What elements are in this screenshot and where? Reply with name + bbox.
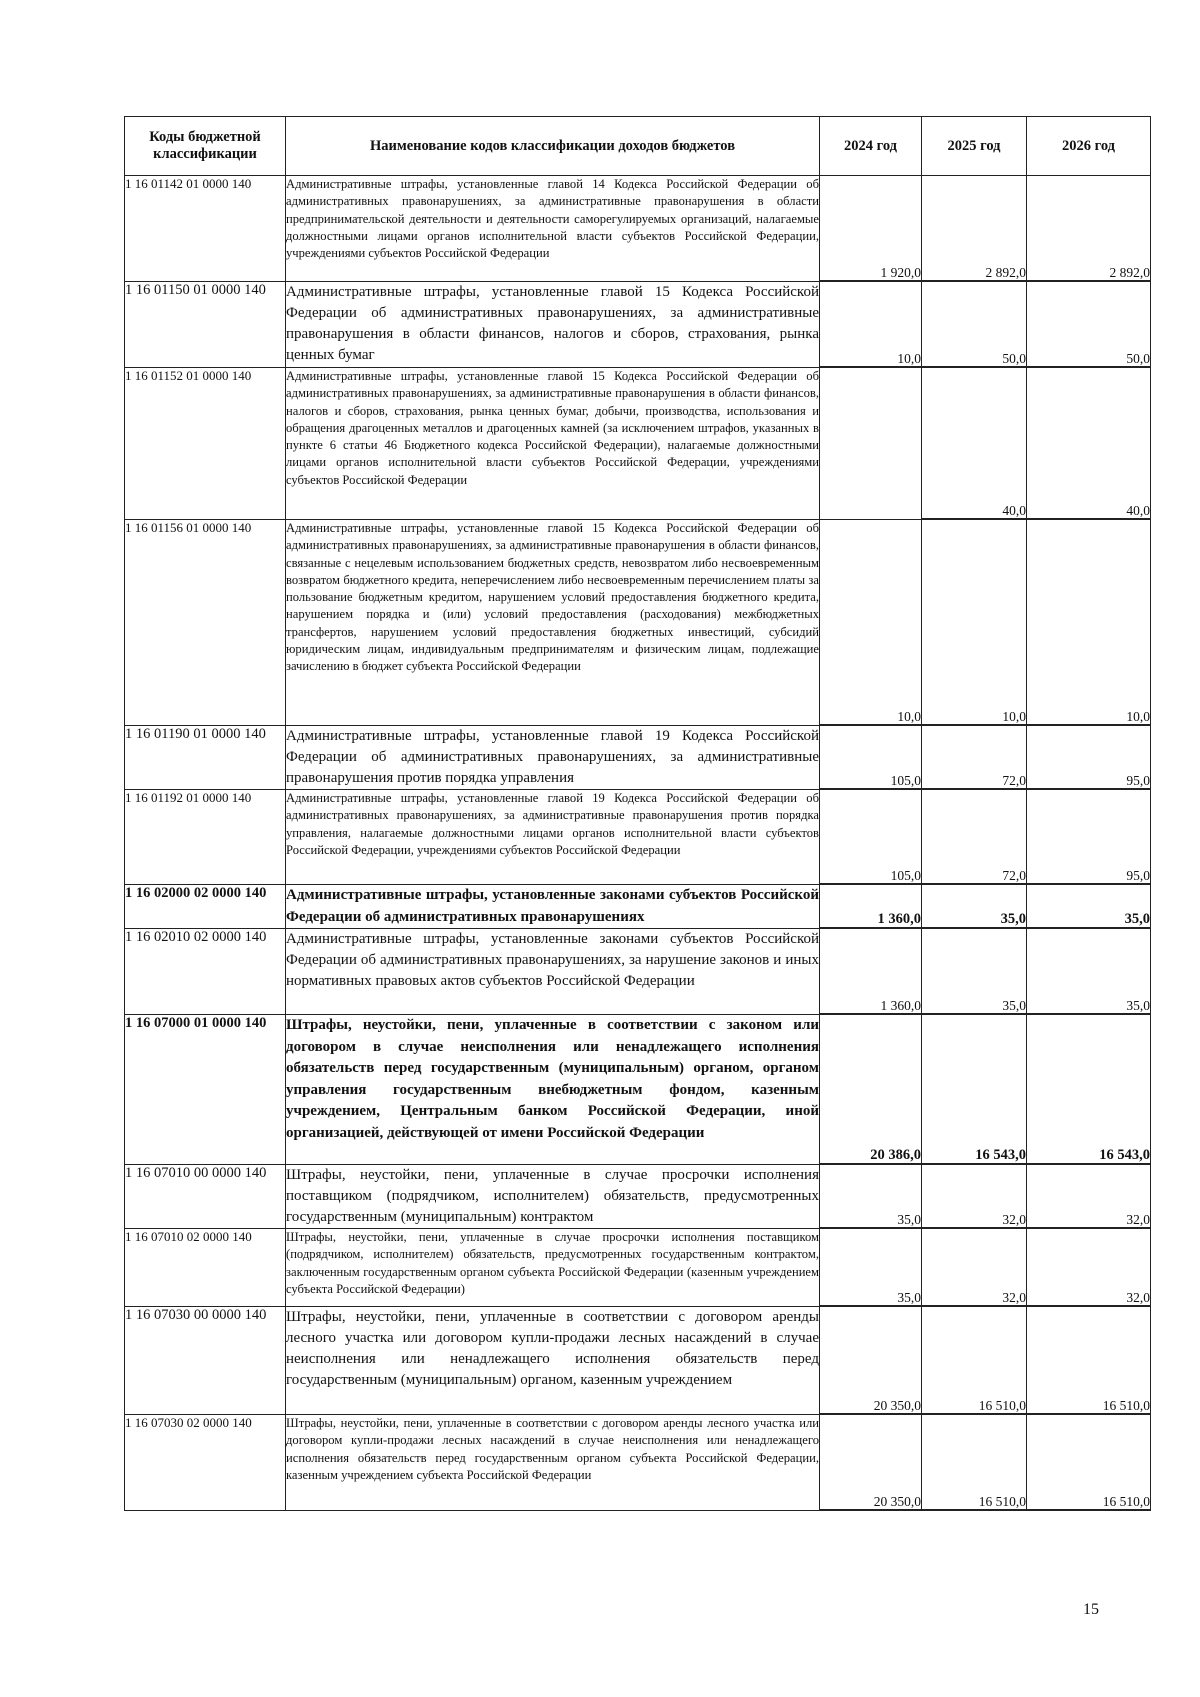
value-2024: 105,0 [820, 868, 921, 884]
row-name: Административные штрафы, установленные главой 19 Кодекса Российской Федерации об административных правонарушениях, за административные правонарушения против порядка управления [286, 726, 820, 790]
value-2026: 2 892,0 [1027, 265, 1150, 281]
value-2026: 35,0 [1027, 998, 1150, 1014]
value-2025: 2 892,0 [922, 265, 1026, 281]
value-2026: 95,0 [1027, 868, 1150, 884]
row-name: Административные штрафы, установленные главой 19 Кодекса Российской Федерации об административных правонарушениях, за административные правонарушения против порядка управления, налагаемые должностными лицами органов исполнительной власти субъектов Российской Федерации, учреждениями субъектов Российской Федерации [286, 790, 820, 885]
row-code: 1 16 01192 01 0000 140 [125, 790, 286, 885]
row-name: Штрафы, неустойки, пени, уплаченные в случае просрочки исполнения поставщиком (подрядчиком, исполнителем) обязательств, предусмотренных государственным контрактом, заключенным государственным органом субъекта Российской Федерации (казенным учреждением субъекта Российской Федерации) [286, 1229, 820, 1307]
value-2025: 72,0 [922, 868, 1026, 884]
value-2026: 40,0 [1027, 503, 1150, 519]
row-code: 1 16 01156 01 0000 140 [125, 520, 286, 726]
value-2025: 50,0 [922, 351, 1026, 367]
value-2026: 16 543,0 [1027, 1148, 1150, 1164]
value-2026: 35,0 [1027, 912, 1150, 928]
row-code: 1 16 07030 02 0000 140 [125, 1415, 286, 1511]
budget-table-container [124, 116, 1150, 1511]
row-name: Штрафы, неустойки, пени, уплаченные в соответствии с договором аренды лесного участка или договором купли-продажи лесных насаждений в случае неисполнения или ненадлежащего исполнения обязательств перед государственным органом субъекта Российской Федерации, казенным учреждением субъекта Российской Федерации [286, 1415, 820, 1511]
row-code: 1 16 01150 01 0000 140 [125, 282, 286, 368]
value-2026: 32,0 [1027, 1290, 1150, 1306]
value-2026: 16 510,0 [1027, 1494, 1150, 1510]
value-2024: 20 386,0 [820, 1148, 921, 1164]
row-code: 1 16 07000 01 0000 140 [125, 1015, 286, 1165]
value-2024: 35,0 [820, 1290, 921, 1306]
row-name: Административные штрафы, установленные главой 14 Кодекса Российской Федерации об административных правонарушениях, за административные правонарушения в области предпринимательской деятельности и деятельности саморегулируемых организаций, налагаемые должностными лицами органов исполнительной власти субъектов Российской Федерации, учреждениями субъектов Российской Федерации [286, 176, 820, 282]
header-2025: 2025 год [922, 117, 1027, 176]
value-2026: 16 510,0 [1027, 1398, 1150, 1414]
table-row [125, 520, 1151, 726]
value-2025: 16 543,0 [922, 1148, 1026, 1164]
table-row [125, 929, 1151, 1015]
table-row [125, 726, 1151, 790]
value-2026: 10,0 [1027, 709, 1150, 725]
table-row [125, 1307, 1151, 1415]
table-row [125, 1229, 1151, 1307]
value-2025: 35,0 [922, 998, 1026, 1014]
table-row [125, 885, 1151, 929]
value-2024: 20 350,0 [820, 1494, 921, 1510]
page-number: 15 [1083, 1601, 1099, 1618]
value-2026: 95,0 [1027, 773, 1150, 789]
value-2025: 40,0 [922, 503, 1026, 519]
value-2024: 35,0 [820, 1212, 921, 1228]
value-2025: 32,0 [922, 1290, 1026, 1306]
value-2026: 32,0 [1027, 1212, 1150, 1228]
row-name: Административные штрафы, установленные главой 15 Кодекса Российской Федерации об административных правонарушениях, за административные правонарушения в области финансов, связанные с нецелевым использованием бюджетных средств, невозвратом либо несвоевременным возвратом бюджетного кредита, неперечислением либо несвоевременным перечислением платы за пользование бюджетным кредитом, нарушением условий предоставления бюджетного кредита, нарушением порядка и (или) условий предоставления (расходования) межбюджетных трансфертов, нарушением условий предоставления бюджетных инвестиций, субсидий юридическим лицам, индивидуальным предпринимателям и физическим лицам, подлежащие зачислению в бюджет субъекта Российской Федерации [286, 520, 820, 726]
row-name: Штрафы, неустойки, пени, уплаченные в соответствии с законом или договором в случае неисполнения или ненадлежащего исполнения обязательств перед государственным (муниципальным) органом, органом управления государственным внебюджетным фондом, казенным учреждением, Центральным банком Российской Федерации, иной организацией, действующей от имени Российской Федерации [286, 1015, 820, 1165]
table-row [125, 1165, 1151, 1229]
row-name: Штрафы, неустойки, пени, уплаченные в случае просрочки исполнения поставщиком (подрядчиком, исполнителем) обязательств, предусмотренных государственным (муниципальным) контрактом [286, 1165, 820, 1229]
value-2025: 32,0 [922, 1212, 1026, 1228]
table-row [125, 176, 1151, 282]
value-2025: 16 510,0 [922, 1398, 1026, 1414]
value-2024: 10,0 [820, 351, 921, 367]
value-2025: 16 510,0 [922, 1494, 1026, 1510]
value-2025: 35,0 [922, 912, 1026, 928]
row-code: 1 16 02000 02 0000 140 [125, 885, 286, 929]
header-code: Коды бюджетной классификации [125, 117, 286, 176]
table-row [125, 790, 1151, 885]
header-2024: 2024 год [820, 117, 922, 176]
row-name: Административные штрафы, установленные главой 15 Кодекса Российской Федерации об административных правонарушениях, за административные правонарушения в области финансов, налогов и сборов, страхования, рынка ценных бумаг [286, 282, 820, 368]
row-name: Административные штрафы, установленные главой 15 Кодекса Российской Федерации об административных правонарушениях, за административные правонарушения в области финансов, налогов и сборов, страхования, рынка ценных бумаг, добычи, производства, использования и обращения драгоценных металлов и драгоценных камней (за исключением штрафов, указанных в пункте 6 статьи 46 Бюджетного кодекса Российской Федерации), налагаемые должностными лицами органов исполнительной власти субъектов Российской Федерации, учреждениями субъектов Российской Федерации [286, 368, 820, 520]
value-2024: 20 350,0 [820, 1398, 921, 1414]
row-code: 1 16 07010 00 0000 140 [125, 1165, 286, 1229]
row-code: 1 16 01142 01 0000 140 [125, 176, 286, 282]
row-name: Штрафы, неустойки, пени, уплаченные в соответствии с договором аренды лесного участка или договором купли-продажи лесных насаждений в случае неисполнения или ненадлежащего исполнения обязательств перед государственным (муниципальным) органом, казенным учреждением [286, 1307, 820, 1415]
value-2024: 10,0 [820, 709, 921, 725]
value-2025: 10,0 [922, 709, 1026, 725]
row-code: 1 16 07030 00 0000 140 [125, 1307, 286, 1415]
table-row [125, 282, 1151, 368]
value-2026: 50,0 [1027, 351, 1150, 367]
value-2024: 1 920,0 [820, 265, 921, 281]
value-2025: 72,0 [922, 773, 1026, 789]
table-row [125, 368, 1151, 520]
value-2024: 1 360,0 [820, 998, 921, 1014]
row-code: 1 16 01190 01 0000 140 [125, 726, 286, 790]
row-code: 1 16 01152 01 0000 140 [125, 368, 286, 520]
row-code: 1 16 07010 02 0000 140 [125, 1229, 286, 1307]
row-code: 1 16 02010 02 0000 140 [125, 929, 286, 1015]
table-row [125, 1415, 1151, 1511]
row-name: Административные штрафы, установленные законами субъектов Российской Федерации об административных правонарушениях [286, 885, 820, 929]
header-name: Наименование кодов классификации доходов бюджетов [286, 117, 820, 176]
table-row [125, 1015, 1151, 1165]
table-header-row [125, 117, 1151, 176]
value-2024: 105,0 [820, 773, 921, 789]
header-2026: 2026 год [1027, 117, 1151, 176]
value-2024: 1 360,0 [820, 912, 921, 928]
budget-revenue-table [124, 116, 1151, 1511]
row-name: Административные штрафы, установленные законами субъектов Российской Федерации об административных правонарушениях, за нарушение законов и иных нормативных правовых актов субъектов Российской Федерации [286, 929, 820, 1015]
